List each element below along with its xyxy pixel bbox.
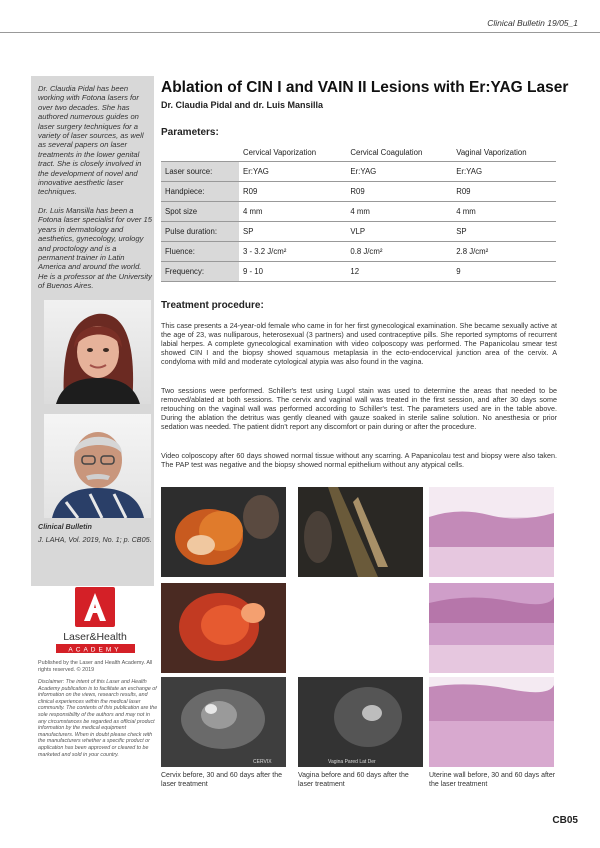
table-cell: 9: [452, 262, 556, 282]
citation-reference: J. LAHA, Vol. 2019, No. 1; p. CB05.: [38, 535, 152, 544]
table-cell: SP: [452, 222, 556, 242]
row-label: Laser source:: [161, 162, 239, 182]
treatment-paragraph-3: Video colposcopy after 60 days showed normal tissue without any scarring. A Papanicolau test and biopsy were also taken. The PAP test was negative and the biopsy showed normal epithelium without any atypical cells.: [161, 451, 557, 470]
caption-vagina: Vagina before and 60 days after the laser treatment: [298, 772, 409, 788]
header-divider: [0, 32, 600, 33]
table-cell: R09: [346, 182, 452, 202]
table-row: [161, 202, 556, 222]
cervix-image-before: [161, 487, 286, 577]
table-cell: 0.8 J/cm²: [346, 242, 452, 262]
treatment-paragraph-2: Two sessions were performed. Schiller's test using Lugol stain was used to determine the areas that needed to be removed/ablated at both sessions. The cervix and vaginal wall was treated in the first session, and after 30 days some retouching on the vaginal wall was performed according to Schiller's test. The parameters used are in the table above. During the ablation the detritus was gently cleaned with gauze soaked in sterile saline solution. No anesthesia or prior sedation was needed. The patient didn't report any discomfort or pain during or after the procedure.: [161, 386, 557, 432]
logo-text-main: Laser&Health: [63, 631, 127, 643]
table-cell: 9 - 10: [239, 262, 346, 282]
vagina-image-60-days: [298, 677, 423, 767]
table-row: [161, 262, 556, 282]
published-note: Published by the Laser and Health Academy. All rights reserved. © 2019: [38, 660, 153, 674]
logo-text-academy: ACADEMY: [68, 646, 122, 654]
cervix-image-60-days: [161, 677, 286, 767]
treatment-paragraph-1: This case presents a 24-year-old female who came in for her first gynecological examination. She became sexually active at the age of 23, was nulliparous, heterosexual (3 partners) and used contraceptive pills. She reported symptoms of recurrent labial herpes. A complete gynecological examination with video colposcopy was performed. The Papanicolau smear test showed CIN I and the biopsy showed squamous metaplasia in the ecto-endocervical junction area of the cervix. A condyloma with mild and moderate cytological atypia was also found in the vagina.: [161, 321, 557, 367]
table-cell: R09: [239, 182, 346, 202]
citation-title: Clinical Bulletin: [38, 522, 92, 531]
table-header-row: [161, 143, 556, 162]
author-photo-pidal: [44, 300, 151, 404]
treatment-heading: Treatment procedure:: [161, 300, 264, 311]
row-label: Pulse duration:: [161, 222, 239, 242]
uterine-histology-30-days: [429, 583, 554, 673]
table-cell: VLP: [346, 222, 452, 242]
row-label: Spot size: [161, 202, 239, 222]
table-cell: 4 mm: [452, 202, 556, 222]
table-cell: Er:YAG: [239, 162, 346, 182]
row-label: Frequency:: [161, 262, 239, 282]
image-label-cervix: CERVIX: [253, 759, 272, 765]
table-cell: 2.8 J/cm²: [452, 242, 556, 262]
table-cell: Er:YAG: [346, 162, 452, 182]
table-cell: 3 - 3.2 J/cm²: [239, 242, 346, 262]
caption-cervix: Cervix before, 30 and 60 days after the laser treatment: [161, 772, 283, 788]
table-row: [161, 162, 556, 182]
author-photo-mansilla: [44, 414, 151, 518]
author-sidebar: [31, 76, 154, 586]
cervix-image-30-days: [161, 583, 286, 673]
table-cell: Er:YAG: [452, 162, 556, 182]
page-code: CB05: [552, 815, 578, 826]
table-header-cell: Vaginal Vaporization: [452, 143, 556, 162]
table-cell: 4 mm: [239, 202, 346, 222]
table-cell: 4 mm: [346, 202, 452, 222]
article-title: Ablation of CIN I and VAIN II Lesions with Er:YAG Laser: [161, 79, 569, 96]
uterine-histology-before: [429, 487, 554, 577]
row-label: Handpiece:: [161, 182, 239, 202]
table-header-cell: [161, 143, 239, 162]
row-label: Fluence:: [161, 242, 239, 262]
bulletin-reference: Clinical Bulletin 19/05_1: [487, 18, 578, 28]
parameters-table: [161, 143, 556, 282]
article-authors: Dr. Claudia Pidal and dr. Luis Mansilla: [161, 100, 324, 110]
table-header-cell: Cervical Vaporization: [239, 143, 346, 162]
vagina-image-before: [298, 487, 423, 577]
author-bio-mansilla: Dr. Luis Mansilla has been a Fotona laser specialist for over 15 years in dermatology and aesthetics, gynecology, urology and proctology and is a permanent trainer in Latin America and around the world. He is a professor at the University of Buenos Aires.: [38, 206, 152, 291]
table-row: [161, 182, 556, 202]
laser-health-academy-logo: [48, 587, 143, 657]
table-cell: 12: [346, 262, 452, 282]
table-row: [161, 242, 556, 262]
table-row: [161, 222, 556, 242]
table-header-cell: Cervical Coagulation: [346, 143, 452, 162]
disclaimer-text: Disclaimer: The intent of this Laser and Health Academy publication is to facilitate an exchange of information on the views, research results, and clinical experiences within the medical laser community. The contents of this publication are the sole responsibility of the authors and may not in any circumstances be regarded as official product information by the medical equipment manufacturers. When in doubt please check with the manufacturers whether a specific product or application has been approved or cleared to be marketed and sold in your country.: [38, 679, 158, 758]
table-cell: R09: [452, 182, 556, 202]
parameters-heading: Parameters:: [161, 127, 219, 138]
author-bio-pidal: Dr. Claudia Pidal has been working with Fotona lasers for over two decades. She has authored numerous guides on laser surgery techniques for a variety of laser sources, as well as several papers on laser treatments in the lower genital tract. She is closely involved in the development of novel and innovative aesthetic laser techniques.: [38, 84, 144, 197]
caption-uterine: Uterine wall before, 30 and 60 days after the laser treatment: [429, 772, 556, 788]
uterine-histology-60-days: [429, 677, 554, 767]
image-label-vagina: Vagina Pared Lat Der: [328, 759, 376, 765]
table-cell: SP: [239, 222, 346, 242]
